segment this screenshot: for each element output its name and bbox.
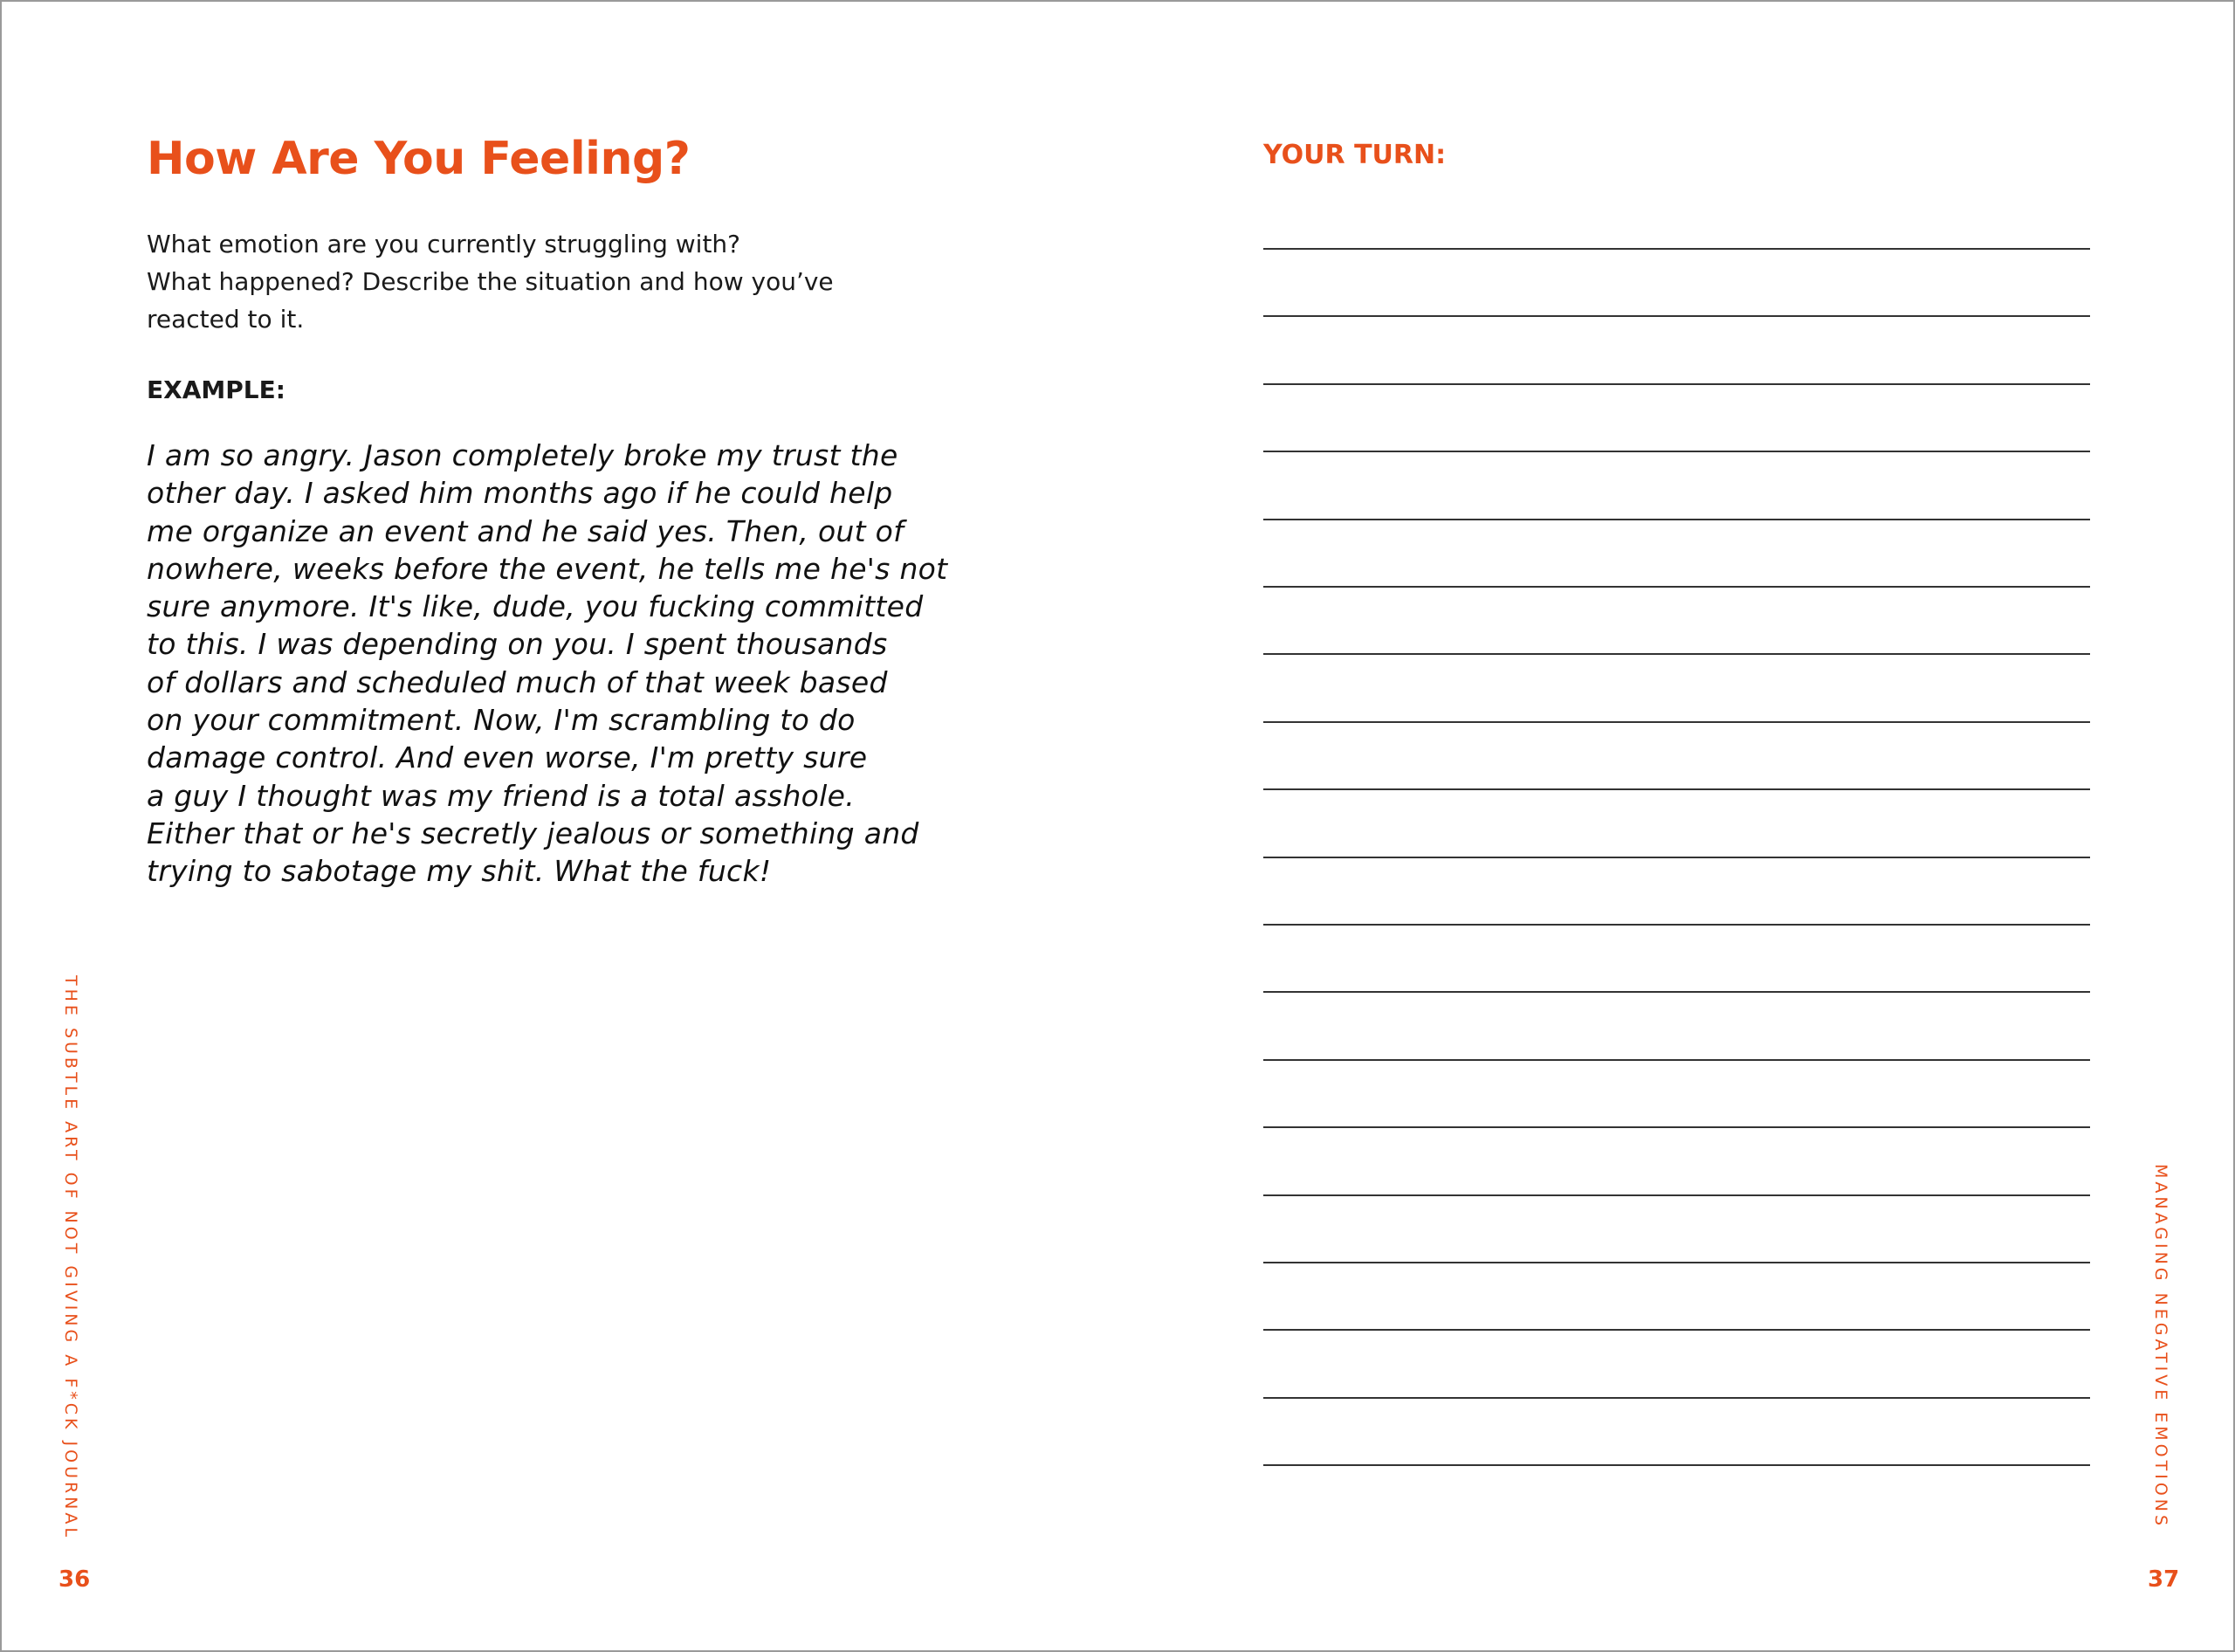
writing-line[interactable] [1263,248,2090,250]
handwritten-line: a guy I thought was my friend is a total asshole. [147,778,856,813]
writing-line[interactable] [1263,1262,2090,1263]
running-head-right: MANAGING NEGATIVE EMOTIONS [2151,1164,2170,1530]
prompt-line: What happened? Describe the situation and how you’ve [147,267,834,296]
handwritten-line: damage control. And even worse, I'm pretty sure [147,740,868,775]
writing-line[interactable] [1263,1126,2090,1128]
writing-line[interactable] [1263,1194,2090,1196]
handwritten-line: me organize an event and he said yes. Then, out of [147,513,904,548]
writing-line[interactable] [1263,315,2090,317]
writing-line[interactable] [1263,1329,2090,1331]
writing-line[interactable] [1263,586,2090,588]
example-label: EXAMPLE: [147,375,285,404]
prompt-line: What emotion are you currently struggling with? [147,230,741,258]
your-turn-heading: YOUR TURN: [1263,140,1447,170]
handwritten-line: I am so angry. Jason completely broke my trust the [147,438,898,472]
writing-line[interactable] [1263,924,2090,926]
writing-line[interactable] [1263,383,2090,385]
writing-line[interactable] [1263,788,2090,790]
handwritten-line: nowhere, weeks before the event, he tells me he's not [147,551,948,586]
page-number-right: 37 [2148,1566,2180,1593]
handwritten-line: of dollars and scheduled much of that week based [147,664,888,699]
prompt-line: reacted to it. [147,305,305,334]
running-head-left: THE SUBTLE ART OF NOT GIVING A F*CK JOURNAL [61,975,80,1540]
page-title: How Are You Feeling? [147,133,691,185]
page-number-left: 36 [58,1566,91,1593]
handwritten-line: other day. I asked him months ago if he could help [147,476,893,511]
handwritten-line: to this. I was depending on you. I spent thousands [147,627,888,662]
writing-line[interactable] [1263,653,2090,655]
writing-line[interactable] [1263,991,2090,993]
writing-line[interactable] [1263,451,2090,452]
handwritten-line: trying to sabotage my shit. What the fuck! [147,854,772,889]
writing-line[interactable] [1263,1464,2090,1466]
writing-line[interactable] [1263,1059,2090,1061]
handwritten-example [147,437,959,891]
handwritten-line: sure anymore. It's like, dude, you fucking committed [147,589,924,624]
handwritten-line: on your commitment. Now, I'm scrambling to do [147,703,856,738]
writing-line[interactable] [1263,721,2090,723]
handwritten-line: Either that or he's secretly jealous or something and [147,816,919,850]
prompt-text [147,225,950,338]
writing-line[interactable] [1263,519,2090,520]
writing-line[interactable] [1263,1397,2090,1399]
writing-line[interactable] [1263,857,2090,858]
